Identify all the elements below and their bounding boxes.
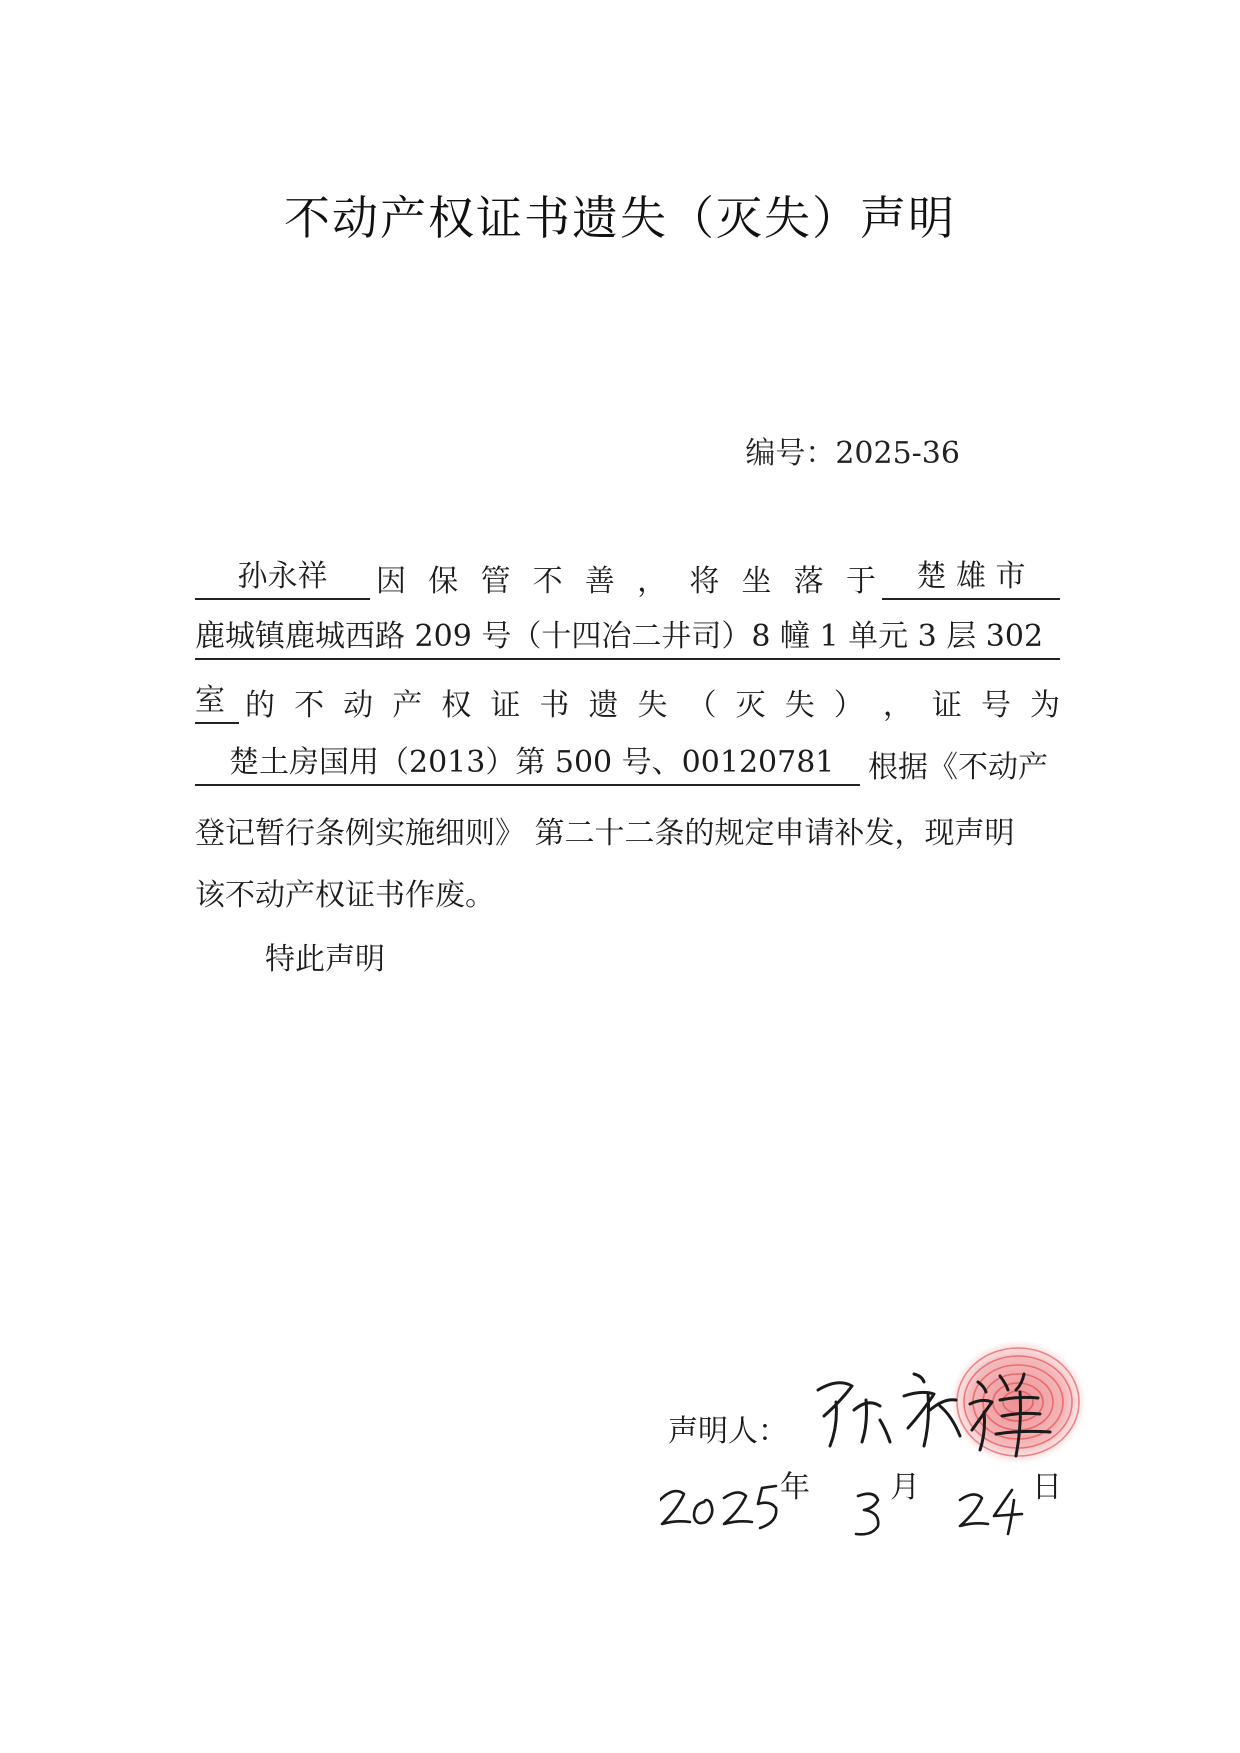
text-char: 权 [441,688,472,723]
text-char: 于 [845,564,876,599]
signature-area [660,1330,1100,1560]
body-line-5: 登记暂行条例实施细则》 第二十二条的规定申请补发，现声明 [195,816,1015,851]
document-number: 编号：2025-36 [745,436,960,471]
text-char: 的 [245,688,275,723]
body-line-6: 该不动产权证书作废。 [195,878,495,913]
line3-text [239,680,1060,724]
body-line-3 [195,680,1060,726]
text-char: 失 [784,688,815,723]
address-field: 鹿城镇鹿城西路 209 号（十四冶二井司）8 幢 1 单元 3 层 302 [195,618,1060,660]
closing-statement: 特此声明 [265,942,385,977]
line1-text [370,556,882,600]
text-char: 因 [376,564,406,599]
text-char: 书 [539,688,570,723]
text-char: 证 [931,688,962,723]
text-char: ， [882,688,913,723]
text-char: 动 [343,688,374,723]
text-char: 产 [392,688,423,723]
declarant-label: 声明人： [668,1414,788,1449]
month-label: 月 [890,1470,920,1505]
handwritten-signature [810,1350,1070,1460]
text-char: 为 [1030,688,1060,723]
text-char: ， [637,564,668,599]
document-title: 不动产权证书遗失（灭失）声明 [284,191,956,245]
body-line-4 [195,742,1060,788]
year-label: 年 [780,1470,810,1505]
text-char: 落 [793,564,824,599]
text-char: 将 [689,564,720,599]
body-line-1 [195,556,1060,602]
text-char: 管 [480,564,511,599]
city-field: 楚 雄 市 [882,558,1060,600]
day-label: 日 [1032,1470,1062,1505]
owner-name-field: 孙永祥 [195,558,370,600]
text-char: （ [686,688,717,723]
body-line-2 [195,618,1060,664]
text-char: 灭 [735,688,766,723]
text-char: 遗 [588,688,619,723]
text-char: 不 [532,564,563,599]
text-char: 失 [637,688,668,723]
text-char: 不 [294,688,325,723]
text-char: 坐 [741,564,772,599]
text-char: 证 [490,688,521,723]
text-char: 保 [428,564,459,599]
address-tail-field: 室 [195,682,239,724]
line4-tail: 根据《不动产 [868,750,1048,785]
text-char: 善 [584,564,615,599]
text-char: 号 [980,688,1011,723]
certificate-number-field: 楚土房国用（2013）第 500 号、00120781 [195,744,860,786]
text-char: ） [833,688,864,723]
